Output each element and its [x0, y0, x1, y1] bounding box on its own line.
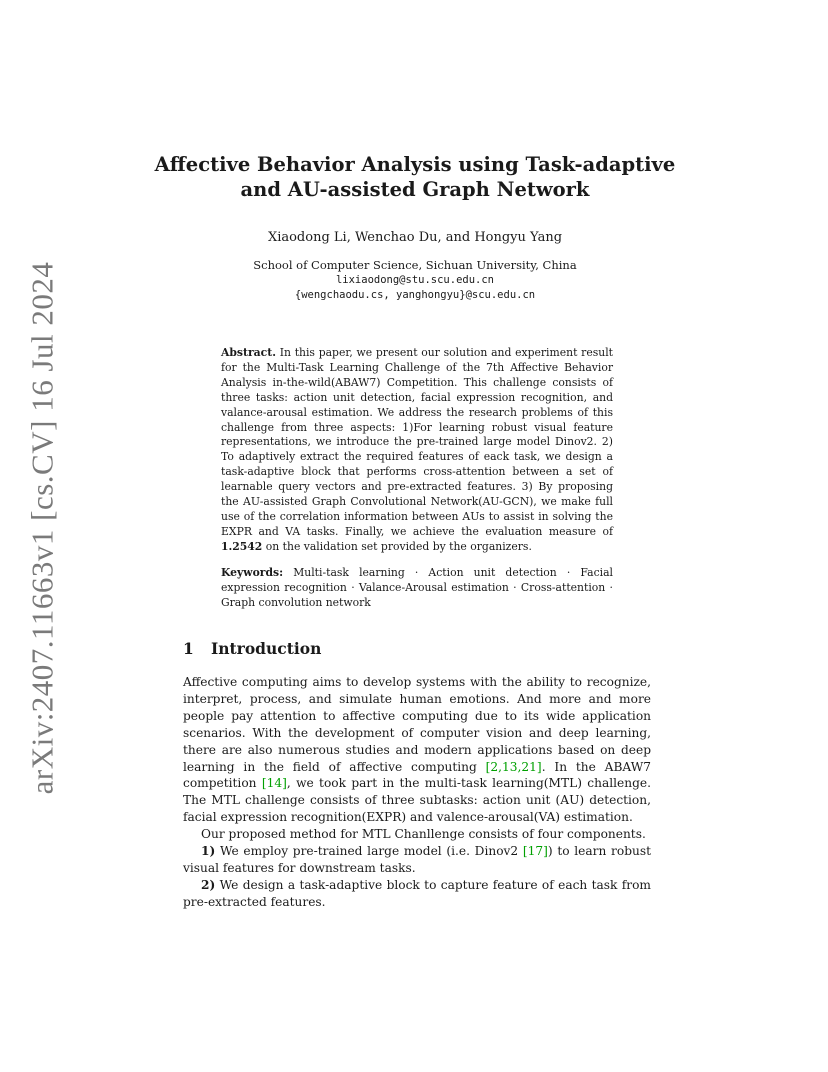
arxiv-identifier: arXiv:2407.11663v1 [cs.CV] 16 Jul 2024	[24, 261, 60, 794]
intro-text: , we took part in the multi-task learning(MTL) challenge. The MTL challenge consists of three subtasks: action unit (AU) detection, facial expression recognition(EXPR) and valence-arousal(VA) estimation.	[183, 776, 651, 825]
list-number: 1)	[201, 844, 216, 859]
list-number: 2)	[201, 877, 216, 892]
citation-link[interactable]: 13,	[502, 759, 522, 774]
abstract-score: 1.2542	[221, 539, 263, 553]
section-heading	[183, 639, 653, 658]
intro-paragraph	[183, 843, 651, 877]
keywords-text: Multi-task learning · Action unit detection · Facial expression recognition · Valance-Arousal estimation · Cross-attention · Graph convolution network	[221, 566, 613, 609]
paper-title: Affective Behavior Analysis using Task-adaptive and AU-assisted Graph Network	[154, 153, 676, 201]
abstract-text-end: on the validation set provided by the organizers.	[262, 539, 532, 553]
email-secondary: {wengchaodu.cs, yanghongyu}@scu.edu.cn	[294, 289, 536, 301]
citation-link[interactable]: [2,	[485, 759, 503, 774]
intro-paragraph	[183, 877, 651, 911]
affiliation: School of Computer Science, Sichuan University, China	[253, 258, 577, 272]
keywords	[221, 566, 613, 611]
intro-text: We employ pre-trained large model (i.e. Dinov2	[215, 844, 523, 859]
abstract-label: Abstract.	[221, 346, 276, 359]
intro-paragraph: Our proposed method for MTL Chanllenge consists of four components.	[201, 827, 646, 842]
author-list: Xiaodong Li, Wenchao Du, and Hongyu Yang	[267, 230, 563, 245]
abstract-text: In this paper, we present our solution and experiment result for the Multi-Task Learning Challenge of the 7th Affective Behavior Analysis in-the-wild(ABAW7) Competition. This challenge consists of three tasks: action unit detection, facial expression recognition, and valance-arousal estimation. We address the research problems of this challenge from three aspects: 1)For learning robust visual feature representations, we introduce the pre-trained large model Dinov2. 2) To adaptively extract the required features of eack task, we design a task-adaptive block that performs cross-attention between a set of learnable query vectors and pre-extracted features. 3) By proposing the AU-assisted Graph Convolutional Network(AU-GCN), we make full use of the correlation information between AUs to assist in solving the EXPR and VA tasks. Finally, we achieve the evaluation measure of	[221, 346, 613, 538]
intro-text: Affective computing aims to develop systems with the ability to recognize, interpret, process, and simulate human emotions. And more and more people pay attention to affective computing due to its wide application scenarios. With the development of computer vision and deep learning, there are also numerous studies and modern applications based on deep learning in the field of affective computing	[183, 675, 651, 774]
intro-body	[183, 674, 651, 911]
intro-text: We design a task-adaptive block to capture feature of each task from pre-extracted features.	[183, 877, 651, 909]
arxiv-sidebar	[20, 261, 64, 794]
affiliation-block	[150, 258, 680, 303]
citation-link[interactable]: 21]	[521, 759, 542, 774]
citation-link[interactable]: [17]	[522, 844, 548, 859]
keywords-label: Keywords:	[221, 566, 284, 579]
section-number: 1	[183, 639, 194, 658]
email-primary: lixiaodong@stu.scu.edu.cn	[335, 274, 495, 286]
abstract	[221, 346, 613, 555]
citation-link[interactable]: [14]	[261, 776, 287, 791]
section-title: Introduction	[211, 639, 322, 658]
intro-text: ) to learn robust visual features for downstream tasks.	[183, 844, 651, 875]
intro-text: . In the ABAW7 competition	[183, 759, 651, 791]
intro-paragraph	[183, 674, 651, 826]
